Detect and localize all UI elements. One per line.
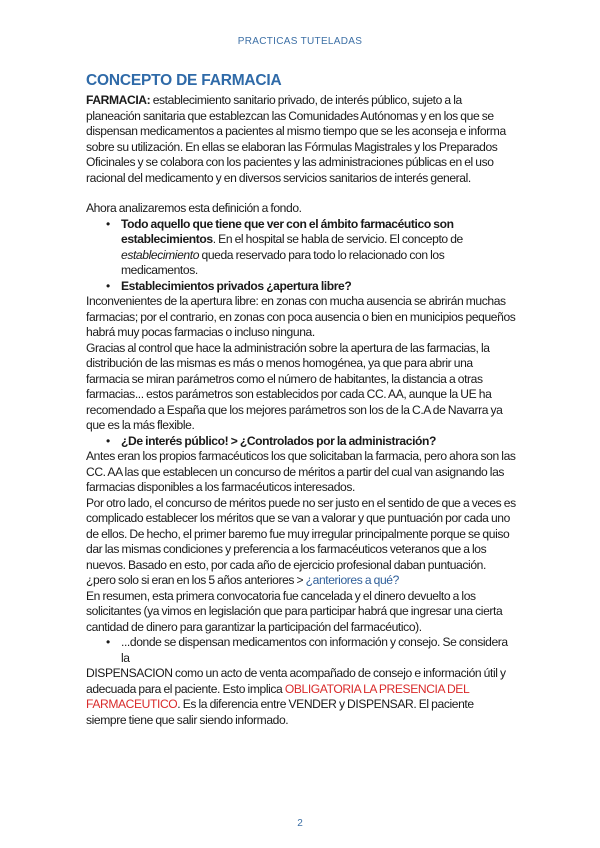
bullet-bold: Todo aquello que tiene que ver con el ámbito farmacéutico son establecimientos bbox=[121, 216, 454, 246]
paragraph-dispensacion: DISPENSACION como un acto de venta acompañado de consejo e información útil y adecuada para el paciente. Esto implica OBLIGATORIA LA PRESENCIA DEL FARMACEUTICO. Es la diferencia entre VENDER y DISPENSAR. El paciente siempre tiene que salir siendo informado. bbox=[86, 666, 506, 727]
bullet-italic: establecimiento bbox=[121, 247, 200, 262]
bullet-item-interes-publico bbox=[86, 434, 516, 450]
definition-paragraph bbox=[86, 93, 516, 186]
paragraph-resumen: En resumen, esta primera convocatoria fue cancelada y el dinero devuelto a los solicitantes (ya vimos en legislación que para participar habrá que ingresar una cierta cantidad de dinero para garantizar la participación del farmacéutico). bbox=[86, 588, 503, 634]
question-text: ¿anteriores a qué? bbox=[305, 573, 399, 587]
page-number: 2 bbox=[297, 818, 303, 829]
bullet-item-dispensan: • ...donde se dispensan medicamentos con información y consejo. Se considera la bbox=[106, 635, 508, 665]
section-title: CONCEPTO DE FARMACIA bbox=[86, 72, 282, 89]
highlight-text: OBLIGATORIA LA PRESENCIA DEL FARMACEUTICO bbox=[86, 681, 469, 711]
bullet-icon: • bbox=[106, 635, 110, 649]
bullet-bold: ¿De interés público! > ¿Controlados por la administración? bbox=[121, 433, 436, 448]
paragraph-concurso: Por otro lado, el concurso de méritos puede no ser justo en el sentido de que a veces es complicado establecer los méritos que se van a valorar y que puntuación por cada uno de ellos. De hecho, el primer baremo fue muy irregular principalmente porque se quiso dar las mismas condiciones y preferencia a los farmacéuticos veteranos que a los nuevos. Basado en esto, por cada año de ejercicio profesional daban puntuación. ¿pero solo si eran en los 5 años anteriores > ¿anteriores a qué? bbox=[86, 495, 516, 587]
page-header: PRACTICAS TUTELADAS bbox=[237, 36, 363, 47]
paragraph-antes: Antes eran los propios farmacéuticos los que solicitaban la farmacia, pero ahora son las CC. AA las que establecen un concurso de méritos a partir del cual van asignando las farmacias disponibles a los farmacéuticos interesados. bbox=[86, 449, 516, 494]
bullet-icon: • bbox=[106, 216, 110, 231]
paragraph-inconvenientes: Inconvenientes de la apertura libre: en zonas con mucha ausencia se abrirán muchas farmacias; por el contrario, en zonas con poca ausencia o bien en municipios pequeños habrá muy pocas farmacias o incluso ninguna. bbox=[86, 294, 516, 339]
intro-text: Ahora analizaremos esta definición a fondo. bbox=[86, 201, 302, 215]
definition-term: FARMACIA: bbox=[86, 93, 151, 107]
paragraph-control: Gracias al control que hace la administración sobre la apertura de las farmacias, la distribución de las mismas es más o menos homogénea, ya que para abrir una farmacia se miran parámetros como el número de habitantes, la distancia a otras farmacias... estos parámetros son establecidos por cada CC. AA, aunque la UE ha recomendado a España que los mejores parámetros son los de la C.A de Navarra ya que es la más flexible. bbox=[86, 340, 503, 432]
definition-text: establecimiento sanitario privado, de interés público, sujeto a la planeación sanitaria que establezcan las Comunidades Autónomas y en los que se dispensan medicamentos a pacientes al mismo tiempo que se les aconseja e informa sobre su utilización. En ellas se elaboran las Fórmulas Magistrales y los Preparados Oficinales y se colabora con los pacientes y las administraciones públicas en el uso racional del medicamento y en diversos servicios sanitarios de interés general. bbox=[86, 93, 506, 185]
bullet-item-establecimientos: • Todo aquello que tiene que ver con el ámbito farmacéutico son establecimientos. En el hospital se habla de servicio. El concepto de establecimiento queda reservado para todo lo relacionado con los medicamentos. bbox=[106, 216, 463, 277]
bullet-bold: Establecimientos privados ¿apertura libre? bbox=[121, 278, 352, 293]
document-body bbox=[86, 71, 516, 728]
bullet-item-privados bbox=[86, 279, 516, 295]
bullet-icon: • bbox=[106, 278, 110, 293]
bullet-icon: • bbox=[106, 433, 110, 448]
